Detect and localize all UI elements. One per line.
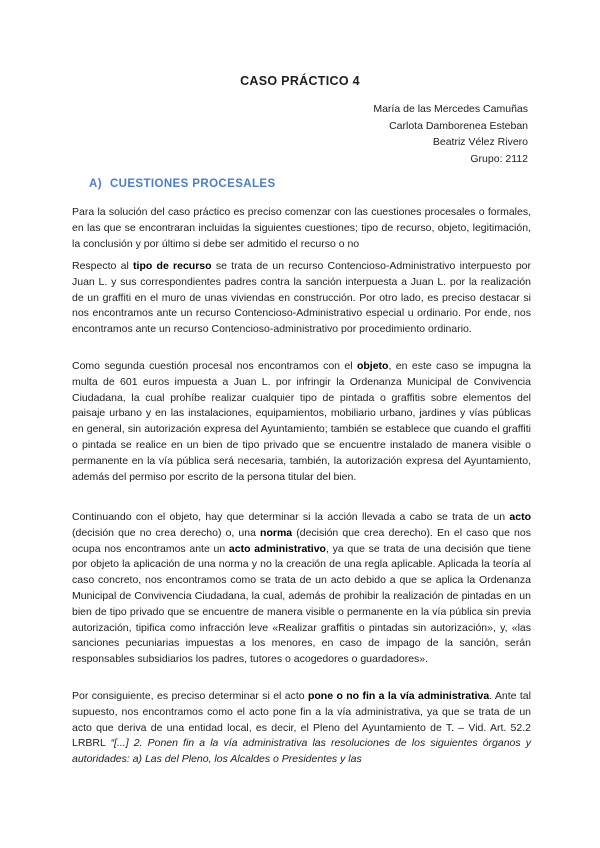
bold-term: pone o no fin a la vía administrativa	[307, 690, 490, 702]
paragraph-via-administrativa	[72, 689, 531, 768]
bold-term: acto administrativo	[228, 542, 326, 555]
text-run: Respecto al	[72, 260, 134, 272]
text-run: , en este caso se impugna la multa de 601 euros impuesta a Juan L. por infringir la Ordenanza Municipal de Convivencia Ciudadana, la cual prohíbe realizar cualquier tipo de pintada o graffitis sobre elementos del paisaje urbano y en las instalaciones, equipamientos, mobiliario urbano, jardines y vías públicas en general, sin autorización expresa del Ayuntamiento; también se establece que cuando el graffiti o pintada se realice en un bien de tipo privado que se encuentre instalado de manera visible o permanente en la vía pública será necesaria, también, la autorización expresa del Ayuntamiento, además del permiso por escrito de la persona titular del bien.	[72, 360, 531, 483]
text-run: Continuando con el objeto, hay que determinar si la acción llevada a cabo se trata de un	[72, 511, 510, 523]
section-heading	[89, 178, 276, 190]
bold-term: objeto	[356, 360, 389, 372]
text-run: . Ante tal supuesto, nos encontramos como el acto pone fin a la vía administrativa, ya que se trata de un acto que deriva de una entidad local, es decir, el Pleno del Ayuntamiento de T. – Vid. Art. 52.2 LRBRL	[72, 690, 531, 750]
author-block	[373, 101, 528, 167]
text-run: (decisión que crea derecho). En el caso que nos ocupa nos encontramos ante un	[72, 526, 531, 555]
section-number: A)	[89, 178, 102, 190]
paragraph-acto-norma	[72, 510, 531, 668]
text-run: Como segunda cuestión procesal nos encontramos con el	[72, 360, 357, 372]
text-run: Por consiguiente, es preciso determinar si el acto	[72, 690, 308, 702]
paragraph-intro: Para la solución del caso práctico es preciso comenzar con las cuestiones procesales o formales, en las que se encontraran incluidas la siguientes cuestiones; tipo de recurso, objeto, legitimación, la conclusión y por último si debe ser admitido el recurso o no	[72, 206, 531, 250]
document-title: CASO PRÁCTICO 4	[240, 74, 360, 88]
section-title: CUESTIONES PROCESALES	[109, 178, 276, 190]
group-label: Grupo: 2112	[470, 152, 528, 165]
author-name: Carlota Damborenea Esteban	[389, 119, 528, 132]
paragraph-objeto	[72, 359, 531, 485]
author-name: María de las Mercedes Camuñas	[373, 103, 528, 115]
legal-quote: “[...] 2. Ponen fin a la vía administrativa las resoluciones de los siguientes órganos y autoridades: a) Las del Pleno, los Alcaldes o Presidentes y las	[72, 737, 531, 766]
text-run: (decisión que no crea derecho) o, una	[72, 526, 261, 539]
bold-term: acto	[509, 511, 531, 523]
bold-term: tipo de recurso	[133, 260, 212, 272]
bold-term: norma	[260, 526, 293, 539]
paragraph-tipo-recurso	[72, 259, 531, 338]
text-run: , ya que se trata de una decisión que tiene por objeto la aplicación de una norma y no la creación de una regla aplicable. Aplicada la teoría al caso concreto, nos encontramos como se trata de un acto debido a que se aplica la Ordenanza Municipal de Convivencia Ciudadana, la cual, además de prohibir la realización de pintadas en un bien de tipo privado que se encuentre de manera visible o permanente en la vía pública sin previa autorización, tipifica como infracción leve «Realizar graffitis o pintadas sin autorización», y, «las sanciones pecuniarias impuestas a los menores, en caso de impago de la sanción, serán responsables subsidiarios los padres, tutores o acogedores o guardadores».	[72, 542, 532, 666]
author-name: Beatriz Vélez Rivero	[432, 136, 528, 148]
text-run: se trata de un recurso Contencioso-Administrativo interpuesto por Juan L. y sus correspondientes padres contra la sanción interpuesta a Juan L. por la realización de un graffiti en el muro de unas viviendas en construcción. Por otro lado, es preciso destacar si nos encontramos ante un recurso Contencioso-Administrativo especial u ordinario. Por ende, nos encontramos ante un recurso Contencioso-administrativo por procedimiento ordinario.	[72, 260, 531, 336]
